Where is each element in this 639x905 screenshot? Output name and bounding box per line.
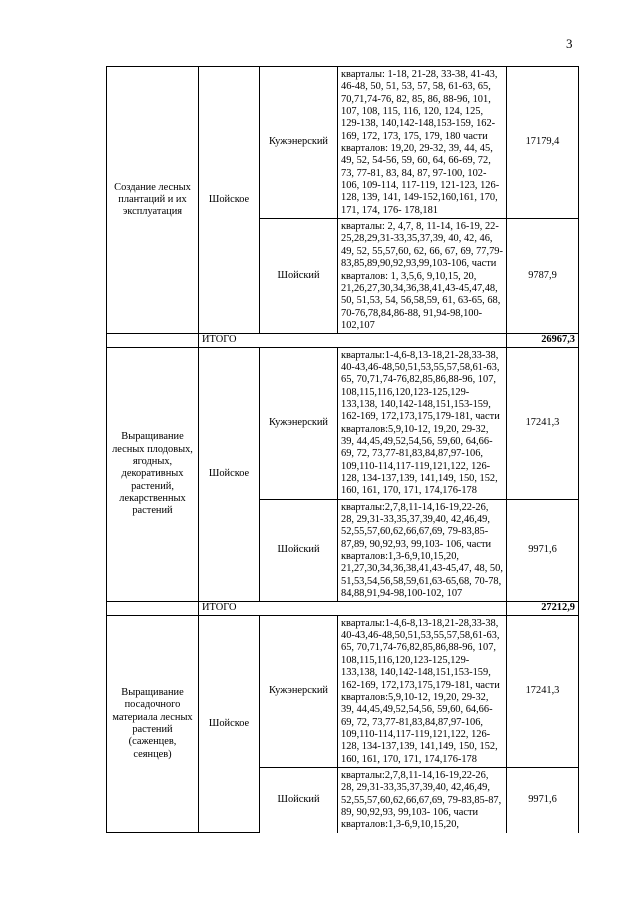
district-cell: Шойский <box>260 219 338 334</box>
activity-cell: Выращивание посадочного материала лесных растений (саженцев, сеянцев) <box>107 615 199 832</box>
total-value: 27212,9 <box>507 602 579 615</box>
district-cell: Кужэнерский <box>260 67 338 219</box>
area-cell: 9787,9 <box>507 219 579 334</box>
total-row <box>107 602 579 615</box>
total-label: ИТОГО <box>199 602 507 615</box>
total-row <box>107 334 579 347</box>
district-cell: Кужэнерский <box>260 347 338 499</box>
district-cell: Шойский <box>260 499 338 602</box>
district-cell: Шойский <box>260 767 338 832</box>
area-cell: 17179,4 <box>507 67 579 219</box>
quarters-cell: кварталы:2,7,8,11-14,16-19,22-26, 28, 29,31-33,35,37,39,40, 42,46,49, 52,55,57,60,62,66,67,69, 79-83,85-87, 89, 90,92,93, 99,103- 106, части кварталов:1,3-6,9,10,15,20, <box>338 767 507 832</box>
activity-cell: Выращивание лесных плодовых, ягодных, декоративных растений, лекарственных растений <box>107 347 199 602</box>
page-number: 3 <box>566 36 573 51</box>
quarters-cell: кварталы: 2, 4,7, 8, 11-14, 16-19, 22-25,28,29,31-33,35,37,39, 40, 42, 46, 49, 52, 55,57,60, 62, 66, 67, 69, 77,79- 83,85,89,90,92,93,99,103-106, части кварталов: 1, 3,5,6, 9,10,15, 20, 21,26,27,30,34,36,38,41,43-45,47,48, 50, 51,53, 54, 56,58,59, 61, 63-65, 68, 70-76,78,84,86-88, 91,94-98,100-102,107 <box>338 219 507 334</box>
area-cell: 17241,3 <box>507 615 579 767</box>
activity-cell: Создание лесных плантаций и их эксплуатация <box>107 67 199 334</box>
quarters-cell: кварталы:1-4,6-8,13-18,21-28,33-38, 40-43,46-48,50,51,53,55,57,58,61-63, 65, 70,71,74-76,82,85,86,88-96, 107, 108,115,116,120,123-125,129-133,138, 140,142-148,151,153-159, 162-169, 172,173,175,179-181, части кварталов:5,9,10-12, 19,20, 29-32, 39, 44,45,49,52,54,56, 59,60, 64,66-69, 72, 73,77-81,83,84,87,97-106, 109,110-114,117-119,121,122, 126-128, 134-137,139, 141,149, 150, 152, 160, 161, 170, 171, 174,176-178 <box>338 615 507 767</box>
table-row <box>107 347 579 499</box>
area-cell: 17241,3 <box>507 347 579 499</box>
forest-use-table <box>106 66 579 833</box>
quarters-cell: кварталы: 1-18, 21-28, 33-38, 41-43, 46-48, 50, 51, 53, 57, 58, 61-63, 65, 70,71,74-76, 82, 85, 86, 88-96, 101, 107, 108, 115, 116, 120, 124, 125, 129-138, 140,142-148,153-159, 162-169, 172, 173, 175, 179, 180 части кварталов: 19,20, 29-32, 39, 44, 45, 49, 52, 54-56, 59, 60, 64, 66-69, 72, 73, 77-81, 83, 84, 87, 97-100, 102-106, 109-114, 117-119, 121-123, 126-128, 139, 141, 149-152,160,161, 170, 171, 174, 176- 178,181 <box>338 67 507 219</box>
total-label: ИТОГО <box>199 334 507 347</box>
area-cell: 9971,6 <box>507 767 579 832</box>
forestry-cell: Шойское <box>199 615 260 832</box>
table-row <box>107 615 579 767</box>
forestry-cell: Шойское <box>199 67 260 334</box>
district-cell: Кужэнерский <box>260 615 338 767</box>
forestry-cell: Шойское <box>199 347 260 602</box>
quarters-cell: кварталы:2,7,8,11-14,16-19,22-26, 28, 29,31-33,35,37,39,40, 42,46,49, 52,55,57,60,62,66,67,69, 79-83,85-87,89, 90,92,93, 99,103- 106, части кварталов:1,3-6,9,10,15,20, 21,27,30,34,36,38,41,43-45,47, 48, 50, 51,53,54,56,58,59,61,63-65,68, 70-78, 84,88,91,94-98,100-102, 107 <box>338 499 507 602</box>
area-cell: 9971,6 <box>507 499 579 602</box>
table-row <box>107 67 579 219</box>
quarters-cell: кварталы:1-4,6-8,13-18,21-28,33-38, 40-43,46-48,50,51,53,55,57,58,61-63, 65, 70,71,74-76,82,85,86,88-96, 107, 108,115,116,120,123-125,129-133,138, 140,142-148,151,153-159, 162-169, 172,173,175,179-181, части кварталов:5,9,10-12, 19,20, 29-32, 39, 44,45,49,52,54,56, 59,60, 64,66-69, 72, 73,77-81,83,84,87,97-106, 109,110-114,117-119,121,122, 126-128, 134-137,139, 141,149, 150, 152, 160, 161, 170, 171, 174,176-178 <box>338 347 507 499</box>
total-value: 26967,3 <box>507 334 579 347</box>
